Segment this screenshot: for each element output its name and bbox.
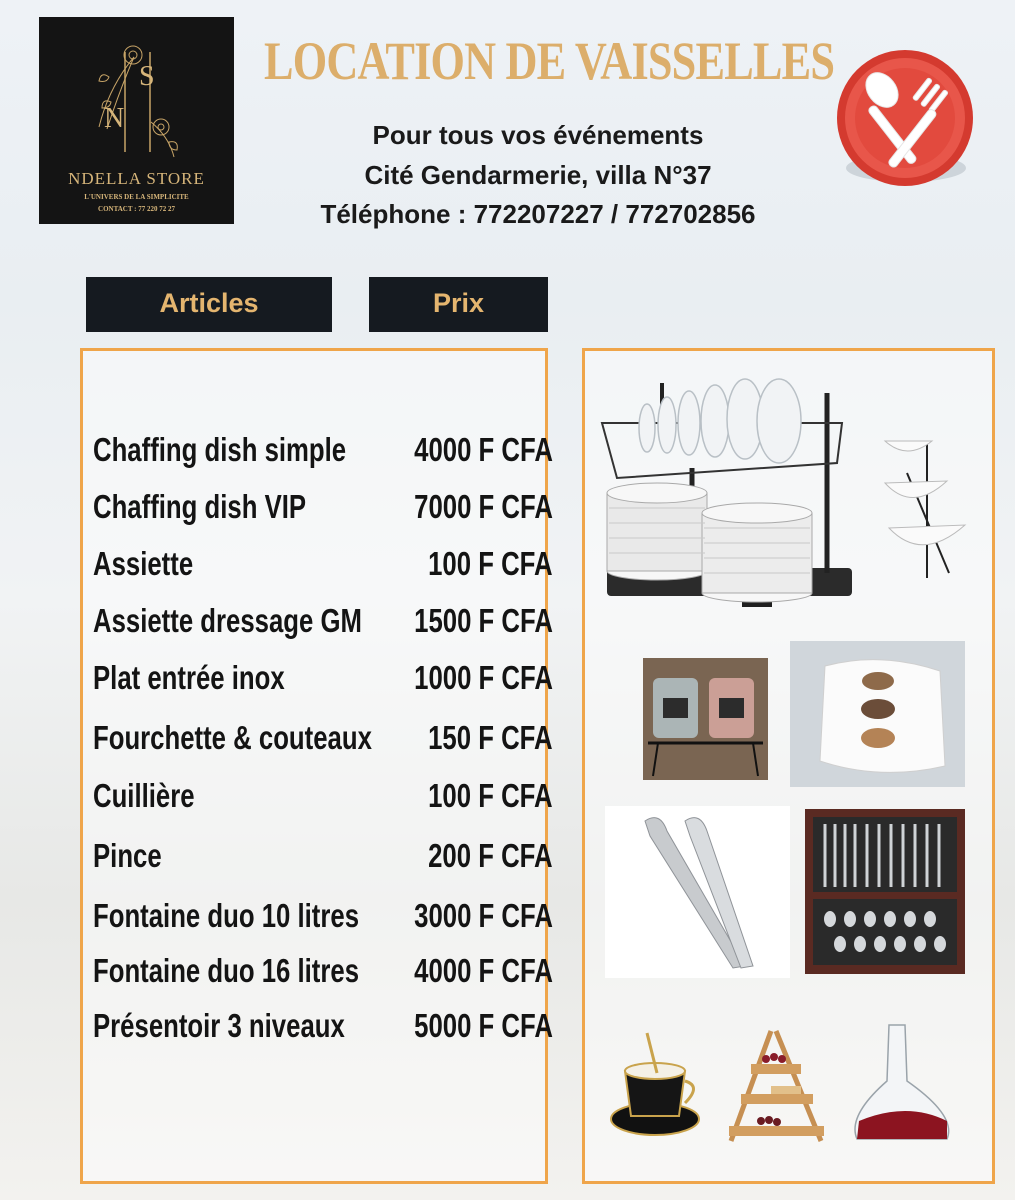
product-photos-panel (582, 348, 995, 1184)
svg-text:S: S (139, 61, 155, 92)
list-item: Fontaine duo 16 litres 4000 F CFA (93, 952, 553, 989)
tier-stand-icon (721, 1026, 831, 1146)
bowl-stand-icon (877, 433, 972, 583)
store-tagline: L'UNIVERS DE LA SIMPLICITE (84, 193, 189, 201)
price-list-panel (80, 348, 553, 1184)
cutlery-box-icon (805, 809, 965, 974)
store-contact: CONTACT : 77 220 72 27 (98, 205, 175, 213)
address: Cité Gendarmerie, villa N°37 (364, 160, 712, 190)
list-item: Assiette 100 F CFA (93, 545, 553, 582)
list-item: Chaffing dish VIP 7000 F CFA (93, 488, 553, 525)
tab-articles: Articles (86, 277, 332, 332)
utensils-emblem-icon (830, 48, 980, 203)
list-item: Présentoir 3 niveaux 5000 F CFA (93, 1007, 553, 1044)
list-item: Pince 200 F CFA (93, 837, 553, 874)
drink-fountain-icon (643, 658, 768, 780)
tab-price: Prix (369, 277, 548, 332)
coffee-cup-icon (607, 1031, 707, 1141)
subtitle-events: Pour tous vos événements (372, 120, 704, 150)
list-item: Fontaine duo 10 litres 3000 F CFA (93, 897, 553, 934)
phone-numbers: Téléphone : 772207227 / 772702856 (320, 199, 756, 229)
dish-rack-icon (597, 373, 859, 613)
list-item: Chaffing dish simple 4000 F CFA (93, 431, 553, 468)
list-item: Plat entrée inox 1000 F CFA (93, 659, 553, 696)
decanter-icon (855, 1025, 949, 1139)
svg-text:N: N (104, 103, 125, 134)
list-item: Assiette dressage GM 1500 F CFA (93, 602, 553, 639)
store-name: NDELLA STORE (68, 169, 205, 188)
list-item: Cuillière 100 F CFA (93, 777, 553, 814)
store-logo (39, 17, 234, 224)
list-item: Fourchette & couteaux 150 F CFA (93, 719, 553, 756)
tongs-icon (605, 806, 790, 978)
dressing-plate-icon (790, 641, 965, 787)
page-title: LOCATION DE VAISSELLES (264, 31, 835, 91)
